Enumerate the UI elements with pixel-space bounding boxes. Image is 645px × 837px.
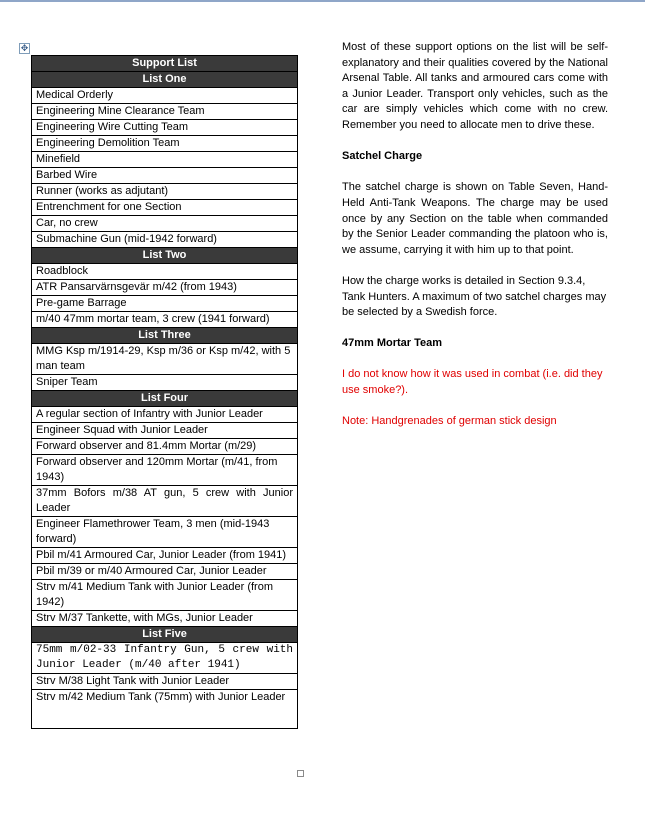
list-item: Pbil m/41 Armoured Car, Junior Leader (from 1941) bbox=[32, 548, 298, 564]
list-item: Forward observer and 120mm Mortar (m/41, from 1943) bbox=[32, 455, 298, 486]
list-item: Roadblock bbox=[32, 264, 298, 280]
list-item: 37mm Bofors m/38 AT gun, 5 crew with Junior Leader bbox=[32, 486, 298, 517]
list-item: Engineer Flamethrower Team, 3 men (mid-1943 forward) bbox=[32, 517, 298, 548]
list-item: MMG Ksp m/1914-29, Ksp m/36 or Ksp m/42, with 5 man team bbox=[32, 344, 298, 375]
list-item: Entrenchment for one Section bbox=[32, 200, 298, 216]
list-item: Medical Orderly bbox=[32, 88, 298, 104]
list-item: Engineer Squad with Junior Leader bbox=[32, 423, 298, 439]
table-resize-handle[interactable] bbox=[297, 770, 304, 777]
list-heading: List Five bbox=[32, 627, 298, 643]
list-item: Strv m/41 Medium Tank with Junior Leader (from 1942) bbox=[32, 580, 298, 611]
list-item: 75mm m/02-33 Infantry Gun, 5 crew with Junior Leader (m/40 after 1941) bbox=[32, 643, 298, 674]
list-item: Submachine Gun (mid-1942 forward) bbox=[32, 232, 298, 248]
satchel-charge-heading: Satchel Charge bbox=[342, 150, 423, 163]
list-heading: List Two bbox=[32, 248, 298, 264]
grenade-note: Note: Handgrenades of german stick design bbox=[342, 415, 557, 428]
intro-paragraph: Most of these support options on the list will be self-explanatory and their qualities covered by the National Arsenal Table. All tanks and armoured cars come with a Junior Leader. Transport only vehicles, such as the car are simply vehicles which come with no crew. Remember you need to allocate men to drive these. bbox=[342, 41, 608, 131]
support-list-table bbox=[31, 55, 298, 729]
list-item: Engineering Mine Clearance Team bbox=[32, 104, 298, 120]
list-item: Runner (works as adjutant) bbox=[32, 184, 298, 200]
list-item: Strv M/37 Tankette, with MGs, Junior Leader bbox=[32, 611, 298, 627]
satchel-charge-paragraph: The satchel charge is shown on Table Seven, Hand-Held Anti-Tank Weapons. The charge may be used once by any Section on the table when commanded by the Senior Leader commanding the platoon who is, we assume, carrying it with him up to that point. bbox=[342, 181, 608, 256]
list-item: Pbil m/39 or m/40 Armoured Car, Junior Leader bbox=[32, 564, 298, 580]
list-item: Pre-game Barrage bbox=[32, 296, 298, 312]
window-top-border bbox=[0, 0, 645, 2]
body-text-column bbox=[342, 40, 608, 430]
mortar-team-heading: 47mm Mortar Team bbox=[342, 337, 443, 350]
list-item: Sniper Team bbox=[32, 375, 298, 391]
mortar-question-paragraph: I do not know how it was used in combat (i.e. did they use smoke?). bbox=[342, 368, 603, 397]
list-item: Forward observer and 81.4mm Mortar (m/29) bbox=[32, 439, 298, 455]
list-item: A regular section of Infantry with Junior Leader bbox=[32, 407, 298, 423]
list-heading: List Four bbox=[32, 391, 298, 407]
table-move-handle-icon[interactable]: ✥ bbox=[20, 43, 29, 53]
list-item: Minefield bbox=[32, 152, 298, 168]
table-title: Support List bbox=[32, 56, 298, 72]
list-heading: List One bbox=[32, 72, 298, 88]
list-item: m/40 47mm mortar team, 3 crew (1941 forward) bbox=[32, 312, 298, 328]
list-item: Barbed Wire bbox=[32, 168, 298, 184]
list-item: ATR Pansarvärnsgevär m/42 (from 1943) bbox=[32, 280, 298, 296]
list-item: Strv m/42 Medium Tank (75mm) with Junior Leader bbox=[32, 690, 298, 729]
list-item: Car, no crew bbox=[32, 216, 298, 232]
list-heading: List Three bbox=[32, 328, 298, 344]
list-item: Strv M/38 Light Tank with Junior Leader bbox=[32, 674, 298, 690]
list-item: Engineering Demolition Team bbox=[32, 136, 298, 152]
list-item: Engineering Wire Cutting Team bbox=[32, 120, 298, 136]
satchel-charge-limit-paragraph: How the charge works is detailed in Section 9.3.4, Tank Hunters. A maximum of two satchel charges may be selected by a Swedish force. bbox=[342, 274, 607, 319]
